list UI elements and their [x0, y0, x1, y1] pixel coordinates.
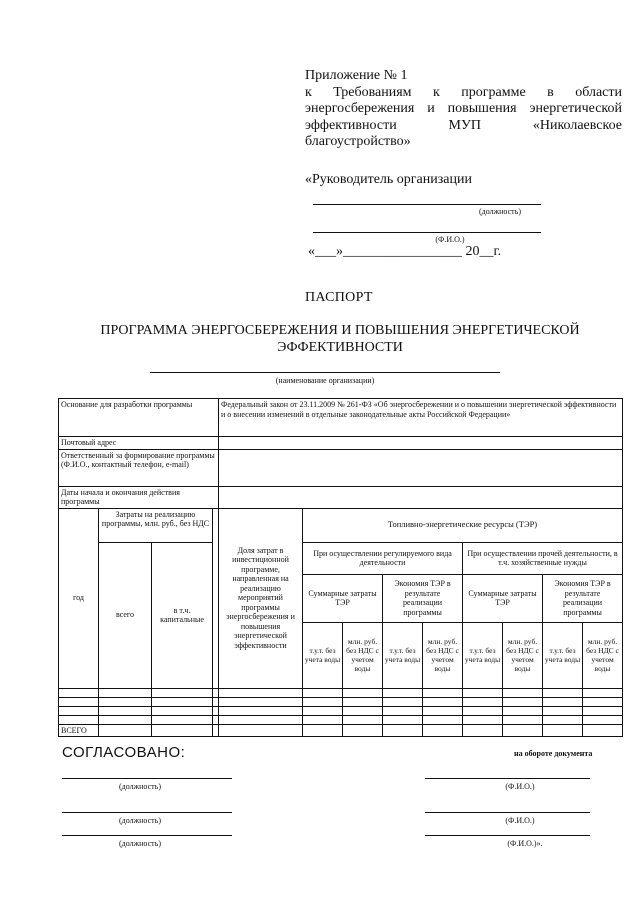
data-cell[interactable] — [303, 706, 343, 715]
appendix-block — [305, 68, 622, 151]
org-name-caption: (наименование организации) — [275, 376, 375, 385]
basis-label: Основание для разработки программы — [59, 399, 219, 437]
program-title — [60, 322, 620, 356]
data-cell[interactable] — [303, 688, 343, 697]
economy-header: Экономия ТЭР в результате реализации программы — [383, 574, 463, 622]
data-cell[interactable] — [423, 688, 463, 697]
unit-rub: млн. руб. без НДС с учетом воды — [423, 622, 463, 688]
responsible-value[interactable] — [219, 449, 623, 486]
data-cell[interactable] — [343, 697, 383, 706]
data-cell[interactable] — [303, 715, 343, 724]
data-cell[interactable] — [383, 706, 423, 715]
dates-label: Даты начала и окончания действия программы — [59, 486, 219, 508]
data-cell[interactable] — [463, 715, 503, 724]
year-header: год — [59, 508, 99, 688]
dates-value[interactable] — [219, 486, 623, 508]
data-cell[interactable] — [59, 706, 99, 715]
unit-rub: млн. руб. без НДС с учетом воды — [583, 622, 623, 688]
regulated-header: При осуществлении регулируемого вида деятельности — [303, 542, 463, 574]
data-cell[interactable] — [463, 688, 503, 697]
responsible-label: Ответственный за формирование программы (Ф.И.О., контактный телефон, e-mail) — [59, 449, 219, 486]
data-cell[interactable] — [343, 706, 383, 715]
appendix-line: благоустройство» — [305, 134, 411, 149]
position-caption: (должность) — [119, 782, 161, 791]
fio-caption-last: (Ф.И.О.)». — [507, 839, 543, 848]
data-cell[interactable] — [583, 724, 623, 737]
data-cell[interactable] — [219, 706, 303, 715]
program-title-line: ПРОГРАММА ЭНЕРГОСБЕРЕЖЕНИЯ И ПОВЫШЕНИЯ ЭНЕРГЕТИЧЕСКОЙ — [100, 323, 580, 338]
data-cell[interactable] — [383, 688, 423, 697]
sum-costs-header: Суммарные затраты ТЭР — [463, 574, 543, 622]
position-caption: (должность) — [479, 207, 521, 216]
reverse-note: на обороте документа — [514, 749, 593, 758]
data-cell[interactable] — [303, 724, 343, 737]
data-cell[interactable] — [463, 697, 503, 706]
unit-tut: т.у.т. без учета воды — [383, 622, 423, 688]
data-cell[interactable] — [543, 688, 583, 697]
data-cell[interactable] — [543, 715, 583, 724]
data-cell[interactable] — [99, 715, 152, 724]
position-caption: (должность) — [119, 839, 161, 848]
data-cell[interactable] — [583, 697, 623, 706]
data-cell[interactable] — [343, 688, 383, 697]
data-cell[interactable] — [463, 724, 503, 737]
unit-tut: т.у.т. без учета воды — [303, 622, 343, 688]
unit-tut: т.у.т. без учета воды — [543, 622, 583, 688]
signature-line — [62, 835, 232, 836]
data-cell[interactable] — [543, 697, 583, 706]
program-title-line: ЭФФЕКТИВНОСТИ — [277, 340, 403, 355]
appendix-line: эффективности МУП «Николаевское — [305, 117, 622, 133]
signature-line — [62, 812, 232, 813]
data-cell[interactable] — [59, 688, 99, 697]
postal-value[interactable] — [219, 437, 623, 450]
data-cell[interactable] — [423, 724, 463, 737]
basis-value: Федеральный закон от 23.11.2009 № 261-ФЗ «Об энергосбережении и о повышении энергетической эффективности и о внесении изменений в отдельные законодательные акты Российской Федерации» — [219, 399, 623, 437]
data-cell[interactable] — [219, 697, 303, 706]
org-name-line — [150, 372, 500, 373]
postal-label: Почтовый адрес — [59, 437, 219, 450]
fio-caption: (Ф.И.О.) — [505, 782, 535, 791]
grand-total-label: ВСЕГО — [59, 724, 99, 737]
data-cell[interactable] — [583, 715, 623, 724]
position-line — [313, 204, 541, 205]
data-cell[interactable] — [583, 688, 623, 697]
data-cell[interactable] — [152, 715, 213, 724]
data-cell[interactable] — [343, 715, 383, 724]
data-cell[interactable] — [219, 724, 303, 737]
data-cell[interactable] — [219, 715, 303, 724]
fio-caption: (Ф.И.О.) — [435, 235, 465, 244]
data-cell[interactable] — [503, 715, 543, 724]
unit-tut: т.у.т. без учета воды — [463, 622, 503, 688]
ter-header: Топливно-энергетические ресурсы (ТЭР) — [303, 508, 623, 542]
data-cell[interactable] — [152, 688, 213, 697]
passport-table — [58, 398, 623, 737]
data-cell[interactable] — [383, 697, 423, 706]
data-cell[interactable] — [99, 688, 152, 697]
data-cell[interactable] — [383, 715, 423, 724]
fio-caption: (Ф.И.О.) — [505, 816, 535, 825]
data-cell[interactable] — [543, 706, 583, 715]
other-header: При осуществлении прочей деятельности, в т.ч. хозяйственные нужды — [463, 542, 623, 574]
fio-line — [313, 232, 541, 233]
capital-header: в т.ч. капитальные — [152, 542, 213, 688]
data-cell[interactable] — [423, 697, 463, 706]
position-caption: (должность) — [119, 816, 161, 825]
data-cell[interactable] — [543, 724, 583, 737]
approval-head: «Руководитель организации — [305, 172, 472, 187]
agreed-heading: СОГЛАСОВАНО: — [62, 744, 186, 761]
data-cell[interactable] — [152, 724, 213, 737]
total-header: всего — [99, 542, 152, 688]
data-cell[interactable] — [59, 697, 99, 706]
signature-line — [425, 778, 590, 779]
data-cell[interactable] — [463, 706, 503, 715]
signature-line — [425, 835, 590, 836]
sum-costs-header: Суммарные затраты ТЭР — [303, 574, 383, 622]
data-cell[interactable] — [59, 715, 99, 724]
data-cell[interactable] — [503, 688, 543, 697]
data-cell[interactable] — [99, 706, 152, 715]
data-cell[interactable] — [583, 706, 623, 715]
appendix-line: к Требованиям к программе в области — [305, 84, 622, 100]
data-cell[interactable] — [303, 697, 343, 706]
data-cell[interactable] — [423, 706, 463, 715]
unit-rub: млн. руб. без НДС с учетом воды — [503, 622, 543, 688]
share-header: Доля затрат в инвестиционной программе, направленная на реализацию мероприятий программы энергосбережения и повышения энергетической эффективности — [219, 508, 303, 688]
data-cell[interactable] — [423, 715, 463, 724]
data-cell[interactable] — [503, 697, 543, 706]
data-cell[interactable] — [343, 724, 383, 737]
data-cell[interactable] — [99, 697, 152, 706]
data-cell[interactable] — [503, 724, 543, 737]
signature-line — [425, 812, 590, 813]
data-cell[interactable] — [99, 724, 152, 737]
data-cell[interactable] — [383, 724, 423, 737]
appendix-number: Приложение № 1 — [305, 68, 408, 83]
unit-rub: млн. руб. без НДС с учетом воды — [343, 622, 383, 688]
costs-header: Затраты на реализацию программы, млн. руб., без НДС — [99, 508, 213, 542]
passport-title: ПАСПОРТ — [305, 290, 373, 305]
economy-header: Экономия ТЭР в результате реализации программы — [543, 574, 623, 622]
data-cell[interactable] — [152, 697, 213, 706]
data-cell[interactable] — [219, 688, 303, 697]
data-cell[interactable] — [152, 706, 213, 715]
signature-line — [62, 778, 232, 779]
date-line: «___»_________________ 20__г. — [308, 244, 502, 259]
data-cell[interactable] — [503, 706, 543, 715]
appendix-line: энергосбережения и повышения энергетической — [305, 101, 622, 116]
